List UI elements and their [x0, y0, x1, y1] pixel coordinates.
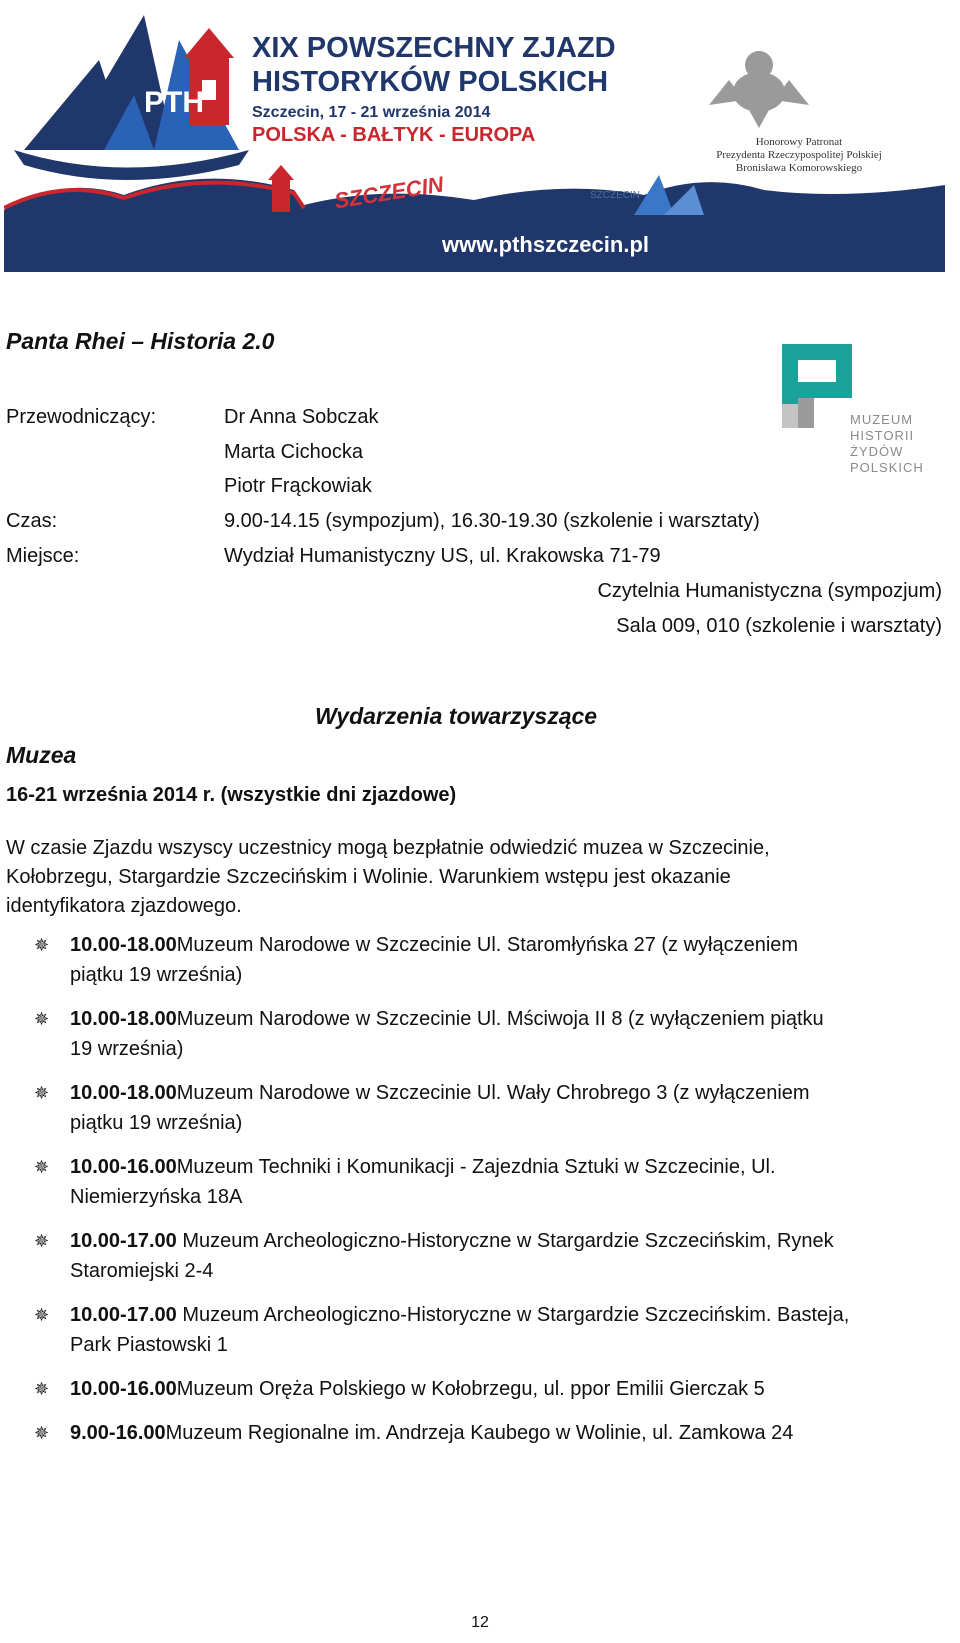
patronage-text	[694, 136, 904, 175]
museum-logo-text	[850, 412, 924, 476]
chair-name: Dr Anna Sobczak	[224, 406, 379, 428]
bullet-star-icon: ✵	[34, 935, 50, 955]
logo-line: HISTORII	[850, 428, 915, 443]
list-item	[34, 1078, 934, 1138]
events-dates: 16-21 września 2014 r. (wszystkie dni zjazdowe)	[6, 784, 457, 806]
banner-dates: Szczecin, 17 - 21 września 2014	[252, 104, 491, 121]
museum-text: Muzeum Narodowe w Szczecinie Ul. Staromłyńska 27 (z wyłączeniem	[176, 934, 799, 956]
list-item	[34, 1152, 934, 1212]
opening-hours: 10.00-18.00	[70, 1008, 177, 1030]
list-item	[34, 1226, 934, 1286]
bullet-star-icon: ✵	[34, 1231, 50, 1251]
banner-motto: POLSKA - BAŁTYK - EUROPA	[252, 124, 536, 146]
museum-text-cont: Park Piastowski 1	[70, 1334, 228, 1356]
museum-text: Muzeum Techniki i Komunikacji - Zajezdnia Sztuki w Szczecinie, Ul.	[176, 1156, 776, 1178]
museum-text: Muzeum Regionalne im. Andrzeja Kaubego w Wolinie, ul. Zamkowa 24	[165, 1422, 794, 1444]
banner-url: www.pthszczecin.pl	[442, 232, 649, 257]
bullet-star-icon: ✵	[34, 1379, 50, 1399]
paragraph-line: Kołobrzegu, Stargardzie Szczecińskim i Wolinie. Warunkiem wstępu jest okazanie	[6, 866, 731, 888]
bullet-star-icon: ✵	[34, 1157, 50, 1177]
congress-banner	[4, 0, 945, 272]
list-item	[34, 1004, 934, 1064]
events-subheading: Muzea	[6, 742, 77, 768]
museum-text: Muzeum Narodowe w Szczecinie Ul. Mściwoja II 8 (z wyłączeniem piątku	[176, 1008, 824, 1030]
museum-text-cont: piątku 19 września)	[70, 964, 243, 986]
chair-name: Piotr Frąckowiak	[224, 475, 372, 497]
bullet-star-icon: ✵	[34, 1009, 50, 1029]
museum-text-cont: piątku 19 września)	[70, 1112, 243, 1134]
museum-list	[34, 930, 934, 1462]
events-paragraph	[6, 834, 906, 921]
time-value: 9.00-14.15 (sympozjum), 16.30-19.30 (szkolenie i warsztaty)	[224, 510, 760, 532]
paragraph-line: W czasie Zjazdu wszyscy uczestnicy mogą bezpłatnie odwiedzić muzea w Szczecinie,	[6, 837, 770, 859]
patron-line: Prezydenta Rzeczypospolitej Polskiej	[716, 149, 882, 161]
list-item	[34, 1300, 934, 1360]
place-value: Wydział Humanistyczny US, ul. Krakowska 71-79	[224, 545, 661, 567]
museum-text-cont: Staromiejski 2-4	[70, 1260, 214, 1282]
place-extra: Czytelnia Humanistyczna (sympozjum)	[597, 580, 942, 602]
logo-line: ŻYDÓW	[850, 444, 904, 459]
list-item	[34, 1418, 934, 1448]
museum-text: Muzeum Archeologiczno-Historyczne w Stargardzie Szczecińskim. Basteja,	[176, 1304, 850, 1326]
museum-text: Muzeum Archeologiczno-Historyczne w Stargardzie Szczecińskim, Rynek	[176, 1230, 834, 1252]
list-item	[34, 930, 934, 990]
svg-text:PTH: PTH	[144, 86, 204, 119]
list-item	[34, 1374, 934, 1404]
patron-line: Honorowy Patronat	[755, 136, 843, 148]
museum-text-cont: Niemierzyńska 18A	[70, 1186, 243, 1208]
bullet-star-icon: ✵	[34, 1305, 50, 1325]
banner-city-large: SZCZECIN	[332, 171, 446, 214]
museum-text: Muzeum Oręża Polskiego w Kołobrzegu, ul. ppor Emilii Gierczak 5	[176, 1378, 765, 1400]
logo-line: POLSKICH	[850, 460, 924, 475]
bullet-star-icon: ✵	[34, 1083, 50, 1103]
opening-hours: 10.00-18.00	[70, 934, 177, 956]
banner-city-small: SZCZECIN	[590, 190, 640, 201]
place-label: Miejsce:	[6, 545, 80, 567]
opening-hours: 10.00-17.00	[70, 1304, 177, 1326]
page-number: 12	[471, 1614, 489, 1631]
banner-title-line2: HISTORYKÓW POLSKICH	[252, 66, 609, 98]
banner-title-line1: XIX POWSZECHNY ZJAZD	[252, 32, 616, 64]
chair-label: Przewodniczący:	[6, 406, 157, 428]
section-title: Panta Rhei – Historia 2.0	[6, 328, 275, 354]
opening-hours: 10.00-16.00	[70, 1156, 177, 1178]
chair-name: Marta Cichocka	[224, 441, 363, 463]
museum-text: Muzeum Narodowe w Szczecinie Ul. Wały Chrobrego 3 (z wyłączeniem	[176, 1082, 810, 1104]
paragraph-line: identyfikatora zjazdowego.	[6, 895, 242, 917]
place-extra: Sala 009, 010 (szkolenie i warsztaty)	[616, 615, 942, 637]
patron-line: Bronisława Komorowskiego	[735, 162, 863, 174]
opening-hours: 10.00-17.00	[70, 1230, 177, 1252]
time-label: Czas:	[6, 510, 58, 532]
opening-hours: 9.00-16.00	[70, 1422, 166, 1444]
museum-text-cont: 19 września)	[70, 1038, 184, 1060]
events-heading: Wydarzenia towarzyszące	[315, 703, 598, 729]
opening-hours: 10.00-18.00	[70, 1082, 177, 1104]
logo-line: MUZEUM	[850, 412, 914, 427]
opening-hours: 10.00-16.00	[70, 1378, 177, 1400]
bullet-star-icon: ✵	[34, 1423, 50, 1443]
